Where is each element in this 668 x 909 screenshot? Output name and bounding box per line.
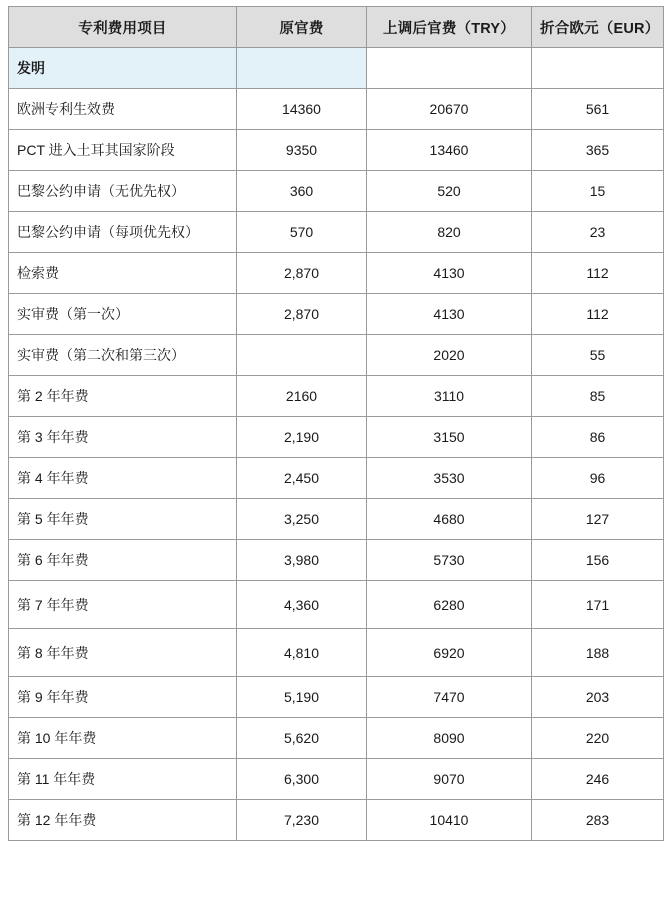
table-row xyxy=(9,581,664,629)
eur-value: 55 xyxy=(532,335,664,376)
eur-value: 188 xyxy=(532,629,664,677)
table-row xyxy=(9,335,664,376)
fee-item-label: 第 10 年年费 xyxy=(9,718,237,759)
eur-value: 23 xyxy=(532,212,664,253)
column-header-original-fee: 原官费 xyxy=(237,7,367,48)
eur-value: 561 xyxy=(532,89,664,130)
table-row xyxy=(9,458,664,499)
eur-value: 156 xyxy=(532,540,664,581)
fee-item-label: 实审费（第一次） xyxy=(9,294,237,335)
eur-value: 112 xyxy=(532,294,664,335)
original-fee-value: 5,620 xyxy=(237,718,367,759)
original-fee-value: 570 xyxy=(237,212,367,253)
fee-item-label: 第 6 年年费 xyxy=(9,540,237,581)
adjusted-fee-value: 9070 xyxy=(367,759,532,800)
eur-value: 246 xyxy=(532,759,664,800)
fee-item-label: 巴黎公约申请（每项优先权） xyxy=(9,212,237,253)
table-row xyxy=(9,171,664,212)
original-fee-value: 4,360 xyxy=(237,581,367,629)
patent-fee-table xyxy=(8,6,664,841)
original-fee-value: 6,300 xyxy=(237,759,367,800)
fee-item-label: 第 9 年年费 xyxy=(9,677,237,718)
original-fee-value: 3,250 xyxy=(237,499,367,540)
eur-value: 127 xyxy=(532,499,664,540)
adjusted-fee-value xyxy=(367,48,532,89)
fee-item-label: 第 8 年年费 xyxy=(9,629,237,677)
table-row xyxy=(9,130,664,171)
original-fee-value xyxy=(237,48,367,89)
fee-item-label: 第 4 年年费 xyxy=(9,458,237,499)
fee-item-label: 第 3 年年费 xyxy=(9,417,237,458)
column-header-adjusted-fee: 上调后官费（TRY） xyxy=(367,7,532,48)
table-row xyxy=(9,376,664,417)
eur-value: 283 xyxy=(532,800,664,841)
table-header-row xyxy=(9,7,664,48)
adjusted-fee-value: 3530 xyxy=(367,458,532,499)
adjusted-fee-value: 5730 xyxy=(367,540,532,581)
original-fee-value: 2,450 xyxy=(237,458,367,499)
fee-item-label: 第 12 年年费 xyxy=(9,800,237,841)
eur-value: 85 xyxy=(532,376,664,417)
adjusted-fee-value: 4680 xyxy=(367,499,532,540)
table-row xyxy=(9,677,664,718)
table-row xyxy=(9,253,664,294)
original-fee-value: 7,230 xyxy=(237,800,367,841)
table-header xyxy=(9,7,664,48)
table-row xyxy=(9,759,664,800)
original-fee-value: 2160 xyxy=(237,376,367,417)
table-section-row xyxy=(9,48,664,89)
adjusted-fee-value: 4130 xyxy=(367,253,532,294)
table-row xyxy=(9,417,664,458)
adjusted-fee-value: 6280 xyxy=(367,581,532,629)
column-header-eur: 折合欧元（EUR） xyxy=(532,7,664,48)
eur-value: 15 xyxy=(532,171,664,212)
original-fee-value: 4,810 xyxy=(237,629,367,677)
original-fee-value: 360 xyxy=(237,171,367,212)
adjusted-fee-value: 3110 xyxy=(367,376,532,417)
eur-value xyxy=(532,48,664,89)
table-row xyxy=(9,540,664,581)
fee-item-label: 检索费 xyxy=(9,253,237,294)
table-row xyxy=(9,718,664,759)
section-label: 发明 xyxy=(9,48,237,89)
original-fee-value: 3,980 xyxy=(237,540,367,581)
eur-value: 365 xyxy=(532,130,664,171)
table-row xyxy=(9,294,664,335)
fee-item-label: 第 5 年年费 xyxy=(9,499,237,540)
table-row xyxy=(9,629,664,677)
table-row xyxy=(9,800,664,841)
eur-value: 220 xyxy=(532,718,664,759)
table-row xyxy=(9,212,664,253)
adjusted-fee-value: 6920 xyxy=(367,629,532,677)
adjusted-fee-value: 4130 xyxy=(367,294,532,335)
fee-item-label: 第 7 年年费 xyxy=(9,581,237,629)
table-row xyxy=(9,499,664,540)
adjusted-fee-value: 20670 xyxy=(367,89,532,130)
fee-item-label: 第 2 年年费 xyxy=(9,376,237,417)
eur-value: 171 xyxy=(532,581,664,629)
fee-item-label: 巴黎公约申请（无优先权） xyxy=(9,171,237,212)
original-fee-value: 14360 xyxy=(237,89,367,130)
fee-item-label: 第 11 年年费 xyxy=(9,759,237,800)
eur-value: 86 xyxy=(532,417,664,458)
fee-item-label: 实审费（第二次和第三次） xyxy=(9,335,237,376)
adjusted-fee-value: 820 xyxy=(367,212,532,253)
eur-value: 203 xyxy=(532,677,664,718)
adjusted-fee-value: 2020 xyxy=(367,335,532,376)
original-fee-value: 5,190 xyxy=(237,677,367,718)
fee-item-label: 欧洲专利生效费 xyxy=(9,89,237,130)
original-fee-value: 9350 xyxy=(237,130,367,171)
table-body xyxy=(9,48,664,841)
original-fee-value: 2,190 xyxy=(237,417,367,458)
original-fee-value xyxy=(237,335,367,376)
adjusted-fee-value: 8090 xyxy=(367,718,532,759)
original-fee-value: 2,870 xyxy=(237,253,367,294)
adjusted-fee-value: 3150 xyxy=(367,417,532,458)
original-fee-value: 2,870 xyxy=(237,294,367,335)
column-header-item: 专利费用项目 xyxy=(9,7,237,48)
adjusted-fee-value: 10410 xyxy=(367,800,532,841)
adjusted-fee-value: 13460 xyxy=(367,130,532,171)
adjusted-fee-value: 7470 xyxy=(367,677,532,718)
adjusted-fee-value: 520 xyxy=(367,171,532,212)
table-row xyxy=(9,89,664,130)
fee-item-label: PCT 进入土耳其国家阶段 xyxy=(9,130,237,171)
eur-value: 96 xyxy=(532,458,664,499)
eur-value: 112 xyxy=(532,253,664,294)
